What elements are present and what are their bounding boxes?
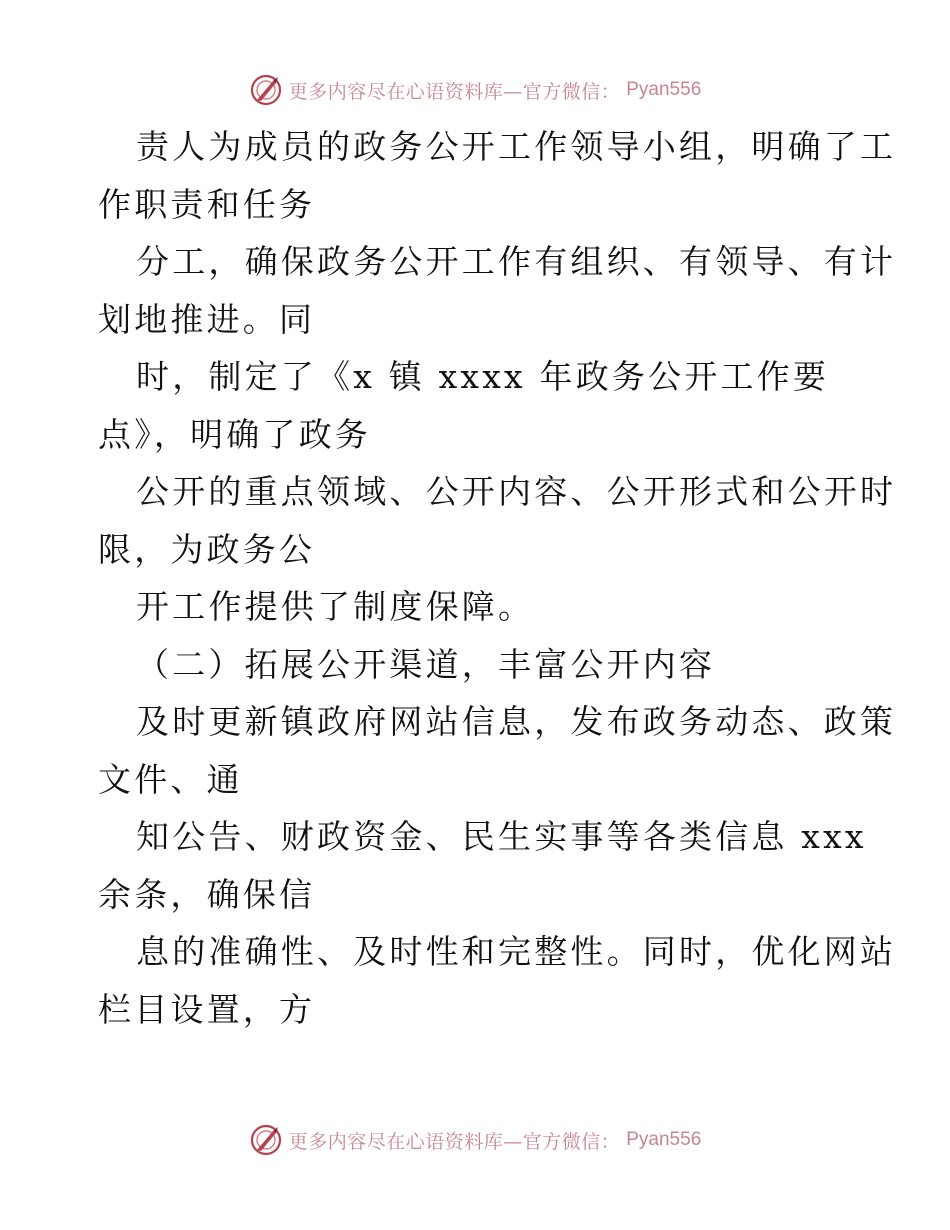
quill-seal-icon	[249, 1123, 283, 1157]
text-line: 息的准确性、及时性和完整性。同时，优化网站	[136, 932, 897, 971]
text-line: 文件、通	[98, 759, 243, 799]
text-line: 时，制定了《x 镇 xxxx 年政务公开工作要	[136, 357, 830, 396]
header-watermark	[0, 70, 950, 110]
text-line: 划地推进。同	[98, 299, 316, 339]
text-line: 作职责和任务	[98, 184, 316, 224]
text-line: 公开的重点领域、公开内容、公开形式和公开时	[136, 472, 897, 511]
watermark-text: 更多内容尽在心语资料库—官方微信：	[288, 80, 621, 103]
quill-seal-icon	[249, 73, 283, 107]
text-line: 点》，明确了政务	[98, 414, 372, 454]
text-line: 限，为政务公	[98, 529, 316, 569]
text-line: 栏目设置，方	[98, 989, 316, 1029]
text-line: 责人为成员的政务公开工作领导小组，明确了工	[136, 127, 897, 166]
watermark-wechat-id: Pyan556	[626, 1129, 702, 1150]
text-line: 分工，确保政务公开工作有组织、有领导、有计	[136, 242, 897, 281]
footer-watermark	[0, 1120, 950, 1160]
text-line: 开工作提供了制度保障。	[136, 587, 535, 626]
section-heading: （二）拓展公开渠道，丰富公开内容	[136, 644, 716, 684]
text-line: 余条，确保信	[98, 874, 316, 914]
watermark-text: 更多内容尽在心语资料库—官方微信：	[288, 1130, 621, 1153]
text-line: 知公告、财政资金、民生实事等各类信息 xxx	[136, 817, 867, 856]
watermark-wechat-id: Pyan556	[626, 79, 702, 100]
document-body	[98, 118, 897, 1038]
text-line: 及时更新镇政府网站信息，发布政务动态、政策	[136, 702, 897, 741]
